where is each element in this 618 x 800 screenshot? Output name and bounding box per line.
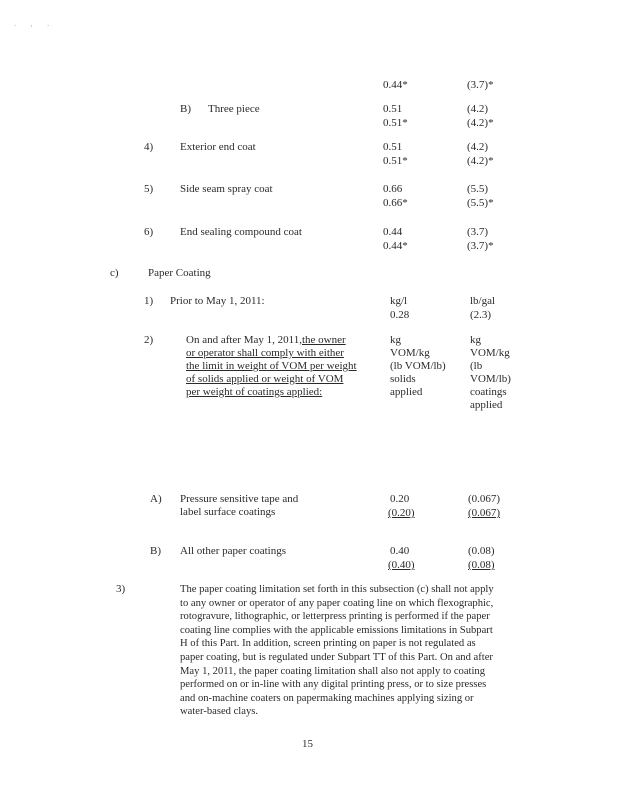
side-seam-title: Side seam spray coat bbox=[180, 183, 273, 195]
paper-item1-title: Prior to May 1, 2011: bbox=[170, 295, 265, 307]
paper-item1-kg: 0.28 bbox=[390, 309, 410, 321]
paper-item2-lb-column bbox=[470, 334, 511, 412]
exterior-end-lb-2: (4.2)* bbox=[467, 155, 494, 167]
paper-item2-text-line-4: of solids applied or weight of VOM bbox=[186, 373, 344, 385]
paper-item1-num: 1) bbox=[144, 295, 154, 307]
paper-item1-kg-unit: kg/l bbox=[390, 295, 408, 307]
paper-item2-text-plain: On and after May 1, 2011, bbox=[186, 334, 302, 346]
paper-item2-text-line-1: the owner bbox=[301, 334, 346, 346]
paper-item2-text-line-3: the limit in weight of VOM per weight bbox=[186, 360, 357, 372]
paper-item2-text-line-5: per weight of coatings applied: bbox=[186, 386, 323, 398]
end-sealing-lb-1: (3.7) bbox=[467, 226, 489, 238]
paper-item1-lb-unit: lb/gal bbox=[470, 295, 496, 307]
lb-col-4: VOM/lb) bbox=[470, 373, 511, 385]
kg-col-1: kg bbox=[390, 334, 401, 346]
end-sealing-kg-1: 0.44 bbox=[383, 226, 403, 238]
three-piece-label: B) bbox=[180, 103, 191, 115]
lb-col-5: coatings bbox=[470, 386, 507, 398]
exterior-end-lb-1: (4.2) bbox=[467, 141, 489, 153]
side-seam-lb-2: (5.5)* bbox=[467, 197, 494, 209]
kg-col-4: solids bbox=[390, 373, 416, 385]
paragraph-line-3: rotogravure, lithographic, or letterpress printing is performed if the paper bbox=[180, 611, 490, 623]
side-seam-lb-1: (5.5) bbox=[467, 183, 489, 195]
end-sealing-num: 6) bbox=[144, 226, 154, 238]
end-sealing-kg-2: 0.44* bbox=[383, 240, 408, 252]
paper-itemB-label: B) bbox=[150, 545, 161, 557]
end-sealing-title: End sealing compound coat bbox=[180, 226, 302, 238]
paragraph-line-10: water-based clays. bbox=[180, 706, 259, 718]
paper-item2-num: 2) bbox=[144, 334, 154, 346]
kg-col-3: (lb VOM/lb) bbox=[390, 360, 446, 372]
paper-itemB-kg-2: (0.40) bbox=[388, 559, 415, 571]
top-kg-value: 0.44* bbox=[383, 79, 408, 91]
paper-itemA-title-2: label surface coatings bbox=[180, 506, 276, 518]
top-lb-value: (3.7)* bbox=[467, 79, 494, 91]
paper-section-title: Paper Coating bbox=[148, 267, 211, 279]
paragraph-line-7: May 1, 2011, the paper coating limitation shall also not apply to coating bbox=[180, 665, 485, 677]
paper-itemA-lb: (0.067) bbox=[468, 493, 501, 505]
paper-itemA-label: A) bbox=[150, 493, 162, 505]
three-piece-title: Three piece bbox=[208, 103, 260, 115]
three-piece-lb-2: (4.2)* bbox=[467, 117, 494, 129]
paragraph-line-1: The paper coating limitation set forth in this subsection (c) shall not apply bbox=[180, 584, 494, 595]
paper-item2-text bbox=[186, 334, 357, 399]
paper-item3-num: 3) bbox=[116, 583, 126, 595]
paper-section-label: c) bbox=[110, 267, 119, 279]
paper-itemB-lb-2: (0.08) bbox=[468, 559, 495, 571]
paragraph-line-6: paper coating, but is regulated under Subpart TT of this Part. On and after bbox=[180, 651, 493, 663]
exterior-end-num: 4) bbox=[144, 141, 154, 153]
paragraph-line-9: and on-machine coaters on papermaking machines applying sizing or bbox=[180, 692, 474, 704]
exterior-end-kg-1: 0.51 bbox=[383, 141, 403, 153]
kg-col-2: VOM/kg bbox=[390, 347, 430, 359]
paper-item3-paragraph bbox=[180, 583, 560, 719]
end-sealing-lb-2: (3.7)* bbox=[467, 240, 494, 252]
paragraph-line-4: coating line complies with the applicable emissions limitations in Subpart bbox=[180, 624, 493, 636]
paper-itemB-lb: (0.08) bbox=[468, 545, 495, 557]
three-piece-kg-1: 0.51 bbox=[383, 103, 403, 115]
scan-marks: . , . bbox=[14, 18, 56, 28]
paragraph-line-2: to any owner or operator of any paper coating line on which flexographic, bbox=[180, 597, 494, 609]
exterior-end-kg-2: 0.51* bbox=[383, 155, 408, 167]
lb-col-1: kg bbox=[470, 334, 481, 346]
page-number: 15 bbox=[302, 738, 313, 750]
side-seam-num: 5) bbox=[144, 183, 154, 195]
kg-col-5: applied bbox=[390, 386, 423, 398]
paper-itemA-title-1: Pressure sensitive tape and bbox=[180, 493, 299, 505]
paper-itemB-kg: 0.40 bbox=[390, 545, 410, 557]
lb-col-2: VOM/kg bbox=[470, 347, 510, 359]
paper-itemB-title: All other paper coatings bbox=[180, 545, 286, 557]
paper-item1-lb: (2.3) bbox=[470, 309, 492, 321]
paragraph-line-5: H of this Part. In addition, screen printing on paper is not regulated as bbox=[180, 638, 476, 650]
lb-col-3: (lb bbox=[470, 360, 483, 372]
three-piece-kg-2: 0.51* bbox=[383, 117, 408, 129]
side-seam-kg-1: 0.66 bbox=[383, 183, 403, 195]
paper-item2-kg-column bbox=[390, 334, 446, 399]
paper-itemA-kg: 0.20 bbox=[390, 493, 410, 505]
side-seam-kg-2: 0.66* bbox=[383, 197, 408, 209]
paper-itemA-title bbox=[180, 493, 298, 519]
three-piece-lb-1: (4.2) bbox=[467, 103, 489, 115]
lb-col-6: applied bbox=[470, 399, 503, 411]
paper-itemA-kg-2: (0.20) bbox=[388, 507, 415, 519]
paper-item2-text-line-2: or operator shall comply with either bbox=[186, 347, 344, 359]
paper-itemA-lb-2: (0.067) bbox=[468, 507, 501, 519]
exterior-end-title: Exterior end coat bbox=[180, 141, 256, 153]
paragraph-line-8: performed on or in-line with any digital printing press, or to size presses bbox=[180, 679, 487, 691]
